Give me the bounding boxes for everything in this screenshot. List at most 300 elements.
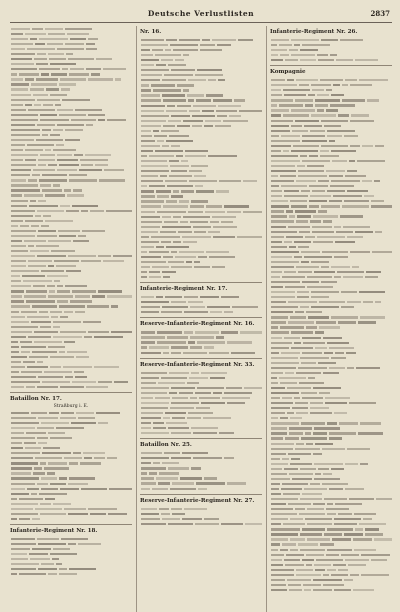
illegible-text-mark <box>271 427 287 429</box>
illegible-text-mark <box>302 140 327 142</box>
entry-line <box>270 319 392 324</box>
illegible-text-mark <box>300 306 309 308</box>
illegible-text-mark <box>74 154 83 156</box>
illegible-text-mark <box>37 427 54 429</box>
column-2 <box>136 26 262 612</box>
illegible-text-mark <box>156 246 164 248</box>
illegible-text-mark <box>218 105 241 107</box>
illegible-text-mark <box>287 412 294 414</box>
illegible-text-mark <box>11 164 36 166</box>
illegible-text-mark <box>53 149 76 151</box>
illegible-text-mark <box>271 432 287 434</box>
illegible-text-mark <box>271 407 290 409</box>
illegible-text-mark <box>71 119 96 121</box>
illegible-text-mark <box>302 493 322 495</box>
entry-line <box>270 537 392 542</box>
section-divider <box>140 317 262 318</box>
illegible-text-mark <box>141 49 150 51</box>
page-header <box>10 6 392 23</box>
illegible-text-mark <box>11 558 28 560</box>
illegible-text-mark <box>141 241 159 243</box>
illegible-text-mark <box>179 200 189 202</box>
illegible-text-mark <box>221 221 233 223</box>
illegible-text-mark <box>153 422 164 424</box>
illegible-text-mark <box>307 286 333 288</box>
illegible-text-mark <box>141 170 169 172</box>
illegible-text-mark <box>321 39 338 41</box>
illegible-text-mark <box>11 78 23 80</box>
illegible-text-mark <box>271 488 279 490</box>
illegible-text-mark <box>271 387 285 389</box>
illegible-text-mark <box>327 528 353 530</box>
illegible-text-mark <box>315 569 325 571</box>
illegible-text-mark <box>11 427 35 429</box>
illegible-text-mark <box>204 125 213 127</box>
illegible-text-mark <box>313 215 338 217</box>
illegible-text-mark <box>300 49 318 51</box>
illegible-text-mark <box>338 321 356 323</box>
illegible-text-mark <box>141 79 160 81</box>
illegible-text-mark <box>271 155 298 157</box>
illegible-text-mark <box>271 261 299 263</box>
illegible-text-mark <box>11 326 38 328</box>
illegible-text-mark <box>170 44 198 46</box>
illegible-text-mark <box>164 74 193 76</box>
illegible-text-mark <box>29 205 58 207</box>
section-heading: Reserve-Infanterie-Regiment Nr. 27. <box>140 497 255 504</box>
illegible-text-mark <box>39 179 67 181</box>
illegible-text-mark <box>271 503 286 505</box>
illegible-text-mark <box>141 236 149 238</box>
illegible-text-mark <box>141 372 167 374</box>
illegible-text-mark <box>271 347 289 349</box>
illegible-text-mark <box>171 266 192 268</box>
illegible-text-mark <box>49 58 66 60</box>
illegible-text-mark <box>271 195 282 197</box>
illegible-text-mark <box>11 442 22 444</box>
illegible-text-mark <box>11 295 22 297</box>
illegible-text-mark <box>11 447 23 449</box>
section-heading: Bataillon Nr. 17. <box>10 396 62 403</box>
section-divider <box>140 494 262 495</box>
illegible-text-mark <box>237 236 262 238</box>
illegible-text-mark <box>329 347 354 349</box>
illegible-text-mark <box>33 94 48 96</box>
illegible-text-mark <box>141 94 160 96</box>
illegible-text-mark <box>11 366 25 368</box>
illegible-text-mark <box>304 125 322 127</box>
illegible-text-mark <box>181 190 194 192</box>
illegible-text-mark <box>90 513 106 515</box>
illegible-text-mark <box>284 468 298 470</box>
illegible-text-mark <box>240 331 262 333</box>
illegible-text-mark <box>45 194 65 196</box>
illegible-text-mark <box>35 508 62 510</box>
illegible-text-mark <box>334 276 341 278</box>
illegible-text-mark <box>299 231 310 233</box>
illegible-text-mark <box>141 452 162 454</box>
illegible-text-mark <box>11 553 27 555</box>
illegible-text-mark <box>172 482 194 484</box>
illegible-text-mark <box>271 109 289 111</box>
illegible-text-mark <box>41 563 54 565</box>
illegible-text-mark <box>48 240 71 242</box>
illegible-text-mark <box>165 180 187 182</box>
illegible-text-mark <box>338 513 352 515</box>
illegible-text-mark <box>271 125 289 127</box>
illegible-text-mark <box>271 382 278 384</box>
illegible-text-mark <box>37 255 66 257</box>
illegible-text-mark <box>297 291 309 293</box>
illegible-text-mark <box>49 290 55 292</box>
illegible-text-mark <box>173 49 198 51</box>
illegible-text-mark <box>285 59 298 61</box>
illegible-text-mark <box>163 256 173 258</box>
illegible-text-mark <box>141 472 147 474</box>
illegible-text-mark <box>11 462 38 464</box>
illegible-text-mark <box>41 270 64 272</box>
illegible-text-mark <box>75 109 102 111</box>
illegible-text-mark <box>103 68 126 70</box>
illegible-text-mark <box>282 458 289 460</box>
illegible-text-mark <box>62 99 90 101</box>
illegible-text-mark <box>41 225 49 227</box>
illegible-text-mark <box>11 230 36 232</box>
illegible-text-mark <box>290 417 302 419</box>
illegible-text-mark <box>11 498 17 500</box>
illegible-text-mark <box>78 417 95 419</box>
illegible-text-mark <box>61 88 70 90</box>
illegible-text-mark <box>38 568 57 570</box>
illegible-text-mark <box>42 129 51 131</box>
illegible-text-mark <box>281 352 300 354</box>
illegible-text-mark <box>161 130 179 132</box>
illegible-text-mark <box>36 63 48 65</box>
illegible-text-mark <box>161 59 173 61</box>
illegible-text-mark <box>45 149 51 151</box>
illegible-text-mark <box>54 260 79 262</box>
illegible-text-mark <box>64 189 71 191</box>
illegible-text-mark <box>48 164 57 166</box>
illegible-text-mark <box>271 241 282 243</box>
illegible-text-mark <box>11 134 40 136</box>
illegible-text-mark <box>337 271 364 273</box>
illegible-text-mark <box>333 564 346 566</box>
illegible-text-mark <box>280 417 288 419</box>
illegible-text-mark <box>322 251 348 253</box>
section-divider <box>10 392 132 393</box>
illegible-text-mark <box>141 195 155 197</box>
illegible-text-mark <box>190 205 204 207</box>
illegible-text-mark <box>38 543 66 545</box>
illegible-text-mark <box>218 79 225 81</box>
illegible-text-mark <box>291 347 313 349</box>
running-title: Deutsche Verlustlisten <box>147 9 255 18</box>
illegible-text-mark <box>11 452 40 454</box>
entry-line <box>10 293 132 298</box>
illegible-text-mark <box>318 468 329 470</box>
illegible-text-mark <box>182 236 211 238</box>
illegible-text-mark <box>53 184 60 186</box>
illegible-text-mark <box>349 498 374 500</box>
illegible-text-mark <box>323 574 329 576</box>
illegible-text-mark <box>344 533 363 535</box>
illegible-text-mark <box>333 84 340 86</box>
illegible-text-mark <box>177 105 191 107</box>
illegible-text-mark <box>163 205 188 207</box>
illegible-text-mark <box>141 271 147 273</box>
illegible-text-mark <box>11 280 21 282</box>
illegible-text-mark <box>70 68 84 70</box>
illegible-text-mark <box>40 513 66 515</box>
illegible-text-mark <box>284 559 300 561</box>
illegible-text-mark <box>66 210 79 212</box>
entry-line <box>270 531 392 536</box>
illegible-text-mark <box>288 584 301 586</box>
illegible-text-mark <box>11 114 38 116</box>
illegible-text-mark <box>11 73 17 75</box>
illegible-text-mark <box>30 88 44 90</box>
illegible-text-mark <box>196 407 210 409</box>
illegible-text-mark <box>327 342 349 344</box>
illegible-text-mark <box>141 200 164 202</box>
illegible-text-mark <box>318 210 327 212</box>
illegible-text-mark <box>326 508 349 510</box>
illegible-text-mark <box>195 523 219 525</box>
illegible-text-mark <box>208 231 220 233</box>
illegible-text-mark <box>141 105 165 107</box>
illegible-text-mark <box>103 260 124 262</box>
illegible-text-mark <box>57 154 72 156</box>
text-columns <box>10 26 392 612</box>
illegible-text-mark <box>141 276 147 278</box>
illegible-text-mark <box>170 488 196 490</box>
illegible-text-mark <box>11 38 28 40</box>
illegible-text-mark <box>141 513 159 515</box>
illegible-text-mark <box>162 94 185 96</box>
illegible-text-mark <box>69 462 78 464</box>
illegible-text-mark <box>28 260 52 262</box>
illegible-text-mark <box>20 341 32 343</box>
illegible-text-mark <box>302 397 323 399</box>
illegible-text-mark <box>48 346 65 348</box>
illegible-text-mark <box>67 351 87 353</box>
illegible-text-mark <box>21 311 37 313</box>
section-heading: Reserve-Infanterie-Regiment Nr. 16. <box>140 321 255 328</box>
illegible-text-mark <box>289 49 298 51</box>
illegible-text-mark <box>141 256 161 258</box>
entry-line <box>140 309 262 314</box>
illegible-text-mark <box>11 33 23 35</box>
illegible-text-mark <box>243 180 257 182</box>
illegible-text-mark <box>271 231 297 233</box>
illegible-text-mark <box>362 180 372 182</box>
illegible-text-mark <box>193 226 211 228</box>
illegible-text-mark <box>184 508 207 510</box>
illegible-text-mark <box>11 356 27 358</box>
illegible-text-mark <box>354 513 376 515</box>
illegible-text-mark <box>310 483 320 485</box>
illegible-text-mark <box>173 190 179 192</box>
entry-line <box>140 98 262 103</box>
illegible-text-mark <box>191 372 199 374</box>
illegible-text-mark <box>202 110 214 112</box>
illegible-text-mark <box>360 422 381 424</box>
illegible-text-mark <box>115 78 121 80</box>
illegible-text-mark <box>292 130 308 132</box>
illegible-text-mark <box>227 341 252 343</box>
illegible-text-mark <box>141 216 160 218</box>
illegible-text-mark <box>168 64 186 66</box>
illegible-text-mark <box>344 200 369 202</box>
illegible-text-mark <box>297 215 311 217</box>
illegible-text-mark <box>171 402 199 404</box>
illegible-text-mark <box>11 43 33 45</box>
illegible-text-mark <box>353 589 374 591</box>
illegible-text-mark <box>11 300 24 302</box>
illegible-text-mark <box>311 261 329 263</box>
section-divider <box>140 358 262 359</box>
illegible-text-mark <box>189 110 200 112</box>
illegible-text-mark <box>271 175 278 177</box>
illegible-text-mark <box>295 448 320 450</box>
illegible-text-mark <box>213 392 222 394</box>
illegible-text-mark <box>216 110 237 112</box>
illegible-text-mark <box>45 498 55 500</box>
illegible-text-mark <box>271 584 286 586</box>
section-heading: Nr. 16. <box>140 29 162 35</box>
illegible-text-mark <box>72 290 96 292</box>
illegible-text-mark <box>217 115 227 117</box>
illegible-text-mark <box>224 311 233 313</box>
illegible-text-mark <box>47 275 68 277</box>
illegible-text-mark <box>34 331 58 333</box>
illegible-text-mark <box>331 94 344 96</box>
illegible-text-mark <box>309 205 319 207</box>
illegible-text-mark <box>84 336 92 338</box>
illegible-text-mark <box>212 266 225 268</box>
illegible-text-mark <box>11 538 35 540</box>
illegible-text-mark <box>271 331 289 333</box>
illegible-text-mark <box>290 538 305 540</box>
illegible-text-mark <box>37 437 48 439</box>
illegible-text-mark <box>50 134 60 136</box>
illegible-text-mark <box>327 513 336 515</box>
illegible-text-mark <box>271 513 297 515</box>
illegible-text-mark <box>345 463 358 465</box>
illegible-text-mark <box>11 240 22 242</box>
illegible-text-mark <box>286 236 303 238</box>
illegible-text-mark <box>287 579 311 581</box>
illegible-text-mark <box>300 59 316 61</box>
illegible-text-mark <box>271 337 282 339</box>
illegible-text-mark <box>141 432 169 434</box>
illegible-text-mark <box>35 43 45 45</box>
illegible-text-mark <box>50 63 76 65</box>
illegible-text-mark <box>158 482 170 484</box>
illegible-text-mark <box>311 114 336 116</box>
illegible-text-mark <box>188 211 203 213</box>
section-heading: Infanterie-Regiment Nr. 26. <box>270 29 358 35</box>
illegible-text-mark <box>153 89 181 91</box>
illegible-text-mark <box>67 194 84 196</box>
illegible-text-mark <box>11 518 17 520</box>
illegible-text-mark <box>216 336 224 338</box>
illegible-text-mark <box>86 124 93 126</box>
illegible-text-mark <box>141 387 169 389</box>
illegible-text-mark <box>141 231 158 233</box>
illegible-text-mark <box>11 169 31 171</box>
illegible-text-mark <box>11 457 33 459</box>
illegible-text-mark <box>162 79 186 81</box>
illegible-text-mark <box>42 452 71 454</box>
illegible-text-mark <box>56 265 76 267</box>
illegible-text-mark <box>11 174 30 176</box>
illegible-text-mark <box>182 518 202 520</box>
illegible-text-mark <box>334 256 348 258</box>
illegible-text-mark <box>354 549 376 551</box>
illegible-text-mark <box>164 221 178 223</box>
illegible-text-mark <box>271 59 283 61</box>
illegible-text-mark <box>141 175 158 177</box>
illegible-text-mark <box>283 114 309 116</box>
illegible-text-mark <box>352 266 359 268</box>
illegible-text-mark <box>304 256 332 258</box>
illegible-text-mark <box>345 175 366 177</box>
illegible-text-mark <box>49 412 59 414</box>
section-divider <box>140 282 262 283</box>
illegible-text-mark <box>11 488 25 490</box>
illegible-text-mark <box>11 483 35 485</box>
illegible-text-mark <box>304 589 311 591</box>
illegible-text-mark <box>271 49 287 51</box>
illegible-text-mark <box>243 211 262 213</box>
illegible-text-mark <box>60 331 86 333</box>
illegible-text-mark <box>372 251 392 253</box>
illegible-text-mark <box>11 215 33 217</box>
illegible-text-mark <box>324 125 341 127</box>
illegible-text-mark <box>335 503 362 505</box>
illegible-text-mark <box>30 250 49 252</box>
entry-line <box>140 486 262 491</box>
illegible-text-mark <box>271 352 279 354</box>
illegible-text-mark <box>141 346 147 348</box>
illegible-text-mark <box>271 220 294 222</box>
illegible-text-mark <box>26 432 46 434</box>
illegible-text-mark <box>37 99 60 101</box>
illegible-text-mark <box>98 381 112 383</box>
illegible-text-mark <box>170 165 189 167</box>
illegible-text-mark <box>313 453 322 455</box>
illegible-text-mark <box>308 377 315 379</box>
illegible-text-mark <box>283 523 305 525</box>
illegible-text-mark <box>43 215 51 217</box>
illegible-text-mark <box>340 39 363 41</box>
illegible-text-mark <box>73 240 89 242</box>
illegible-text-mark <box>24 442 36 444</box>
illegible-text-mark <box>185 150 208 152</box>
illegible-text-mark <box>200 296 219 298</box>
illegible-text-mark <box>302 352 322 354</box>
illegible-text-mark <box>53 336 82 338</box>
illegible-text-mark <box>82 230 105 232</box>
illegible-text-mark <box>23 361 35 363</box>
illegible-text-mark <box>307 523 332 525</box>
illegible-text-mark <box>362 145 373 147</box>
illegible-text-mark <box>356 367 380 369</box>
illegible-text-mark <box>184 311 208 313</box>
illegible-text-mark <box>44 371 72 373</box>
